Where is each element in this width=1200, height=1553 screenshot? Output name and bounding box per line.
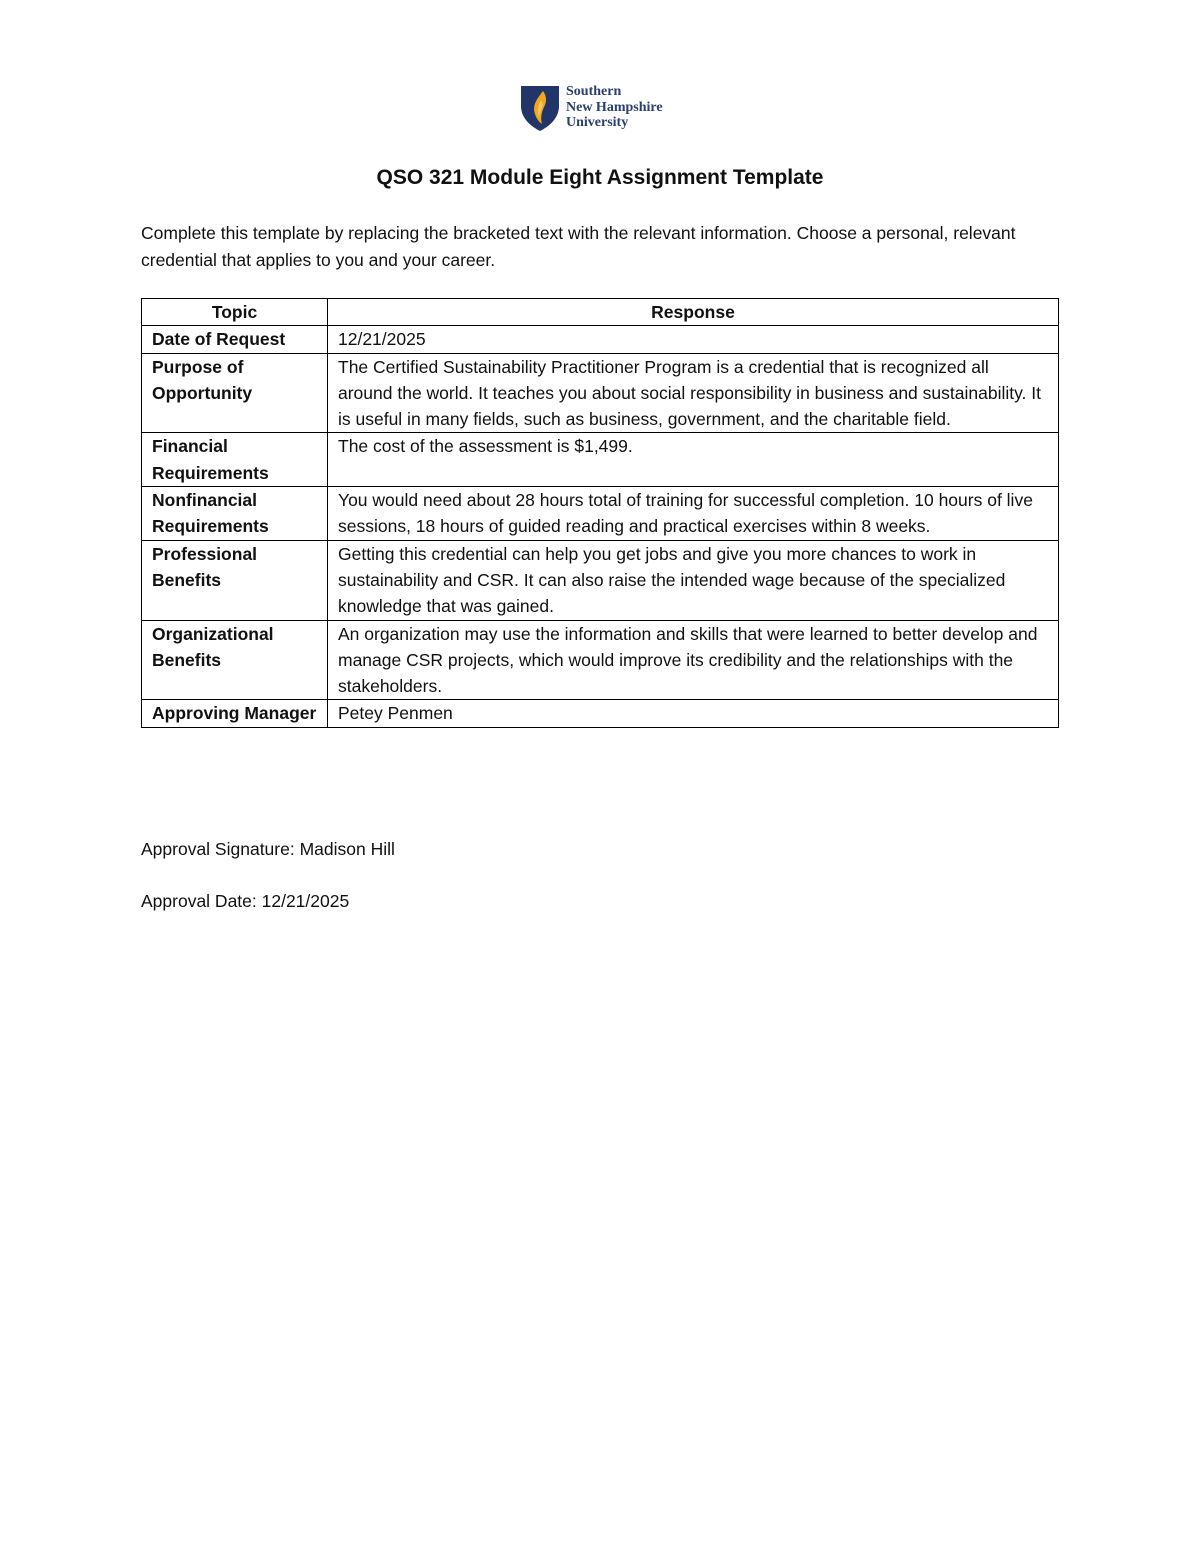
response-cell: The cost of the assessment is $1,499. <box>328 433 1059 487</box>
table-row-organizational-benefits <box>142 620 1059 700</box>
topic-cell: Financial Requirements <box>142 433 328 487</box>
table-header-row <box>142 299 1059 326</box>
table-row-nonfinancial <box>142 487 1059 541</box>
logo-line-1: Southern <box>566 84 622 99</box>
request-table <box>141 298 1059 728</box>
shield-flame-icon <box>520 84 560 132</box>
university-logo <box>520 84 663 132</box>
topic-cell: Date of Request <box>142 326 328 353</box>
response-cell: An organization may use the information and skills that were learned to better develop and manage CSR projects, which would improve its credibility and the relationships with the stakeholders. <box>328 620 1059 700</box>
topic-cell: Nonfinancial Requirements <box>142 487 328 541</box>
response-column-header: Response <box>328 299 1059 326</box>
table-row-professional-benefits <box>142 540 1059 620</box>
topic-cell: Approving Manager <box>142 700 328 727</box>
document-title: QSO 321 Module Eight Assignment Template <box>376 166 824 189</box>
response-cell: Petey Penmen <box>328 700 1059 727</box>
response-cell: The Certified Sustainability Practitioner Program is a credential that is recognized all around the world. It teaches you about social responsibility in business and sustainability. It is useful in many fields, such as business, government, and the charitable field. <box>328 353 1059 433</box>
response-cell: You would need about 28 hours total of training for successful completion. 10 hours of live sessions, 18 hours of guided reading and practical exercises within 8 weeks. <box>328 487 1059 541</box>
approval-signature: Approval Signature: Madison Hill <box>141 839 395 859</box>
topic-cell: Professional Benefits <box>142 540 328 620</box>
table-row-approving-manager <box>142 700 1059 727</box>
topic-cell: Purpose of Opportunity <box>142 353 328 433</box>
approval-date: Approval Date: 12/21/2025 <box>141 891 350 911</box>
response-cell: Getting this credential can help you get jobs and give you more chances to work in sustainability and CSR. It can also raise the intended wage because of the specialized knowledge that was gained. <box>328 540 1059 620</box>
topic-cell: Organizational Benefits <box>142 620 328 700</box>
table-row-date-of-request <box>142 326 1059 353</box>
logo-wordmark <box>566 84 663 131</box>
instructions-paragraph: Complete this template by replacing the bracketed text with the relevant information. Choose a personal, relevant credential that applies to you and your career. <box>141 223 1016 270</box>
logo-line-2: New Hampshire <box>566 99 663 115</box>
logo-line-3: University <box>566 115 629 130</box>
response-cell: 12/21/2025 <box>328 326 1059 353</box>
topic-column-header: Topic <box>142 299 328 326</box>
table-row-purpose <box>142 353 1059 433</box>
table-row-financial <box>142 433 1059 487</box>
